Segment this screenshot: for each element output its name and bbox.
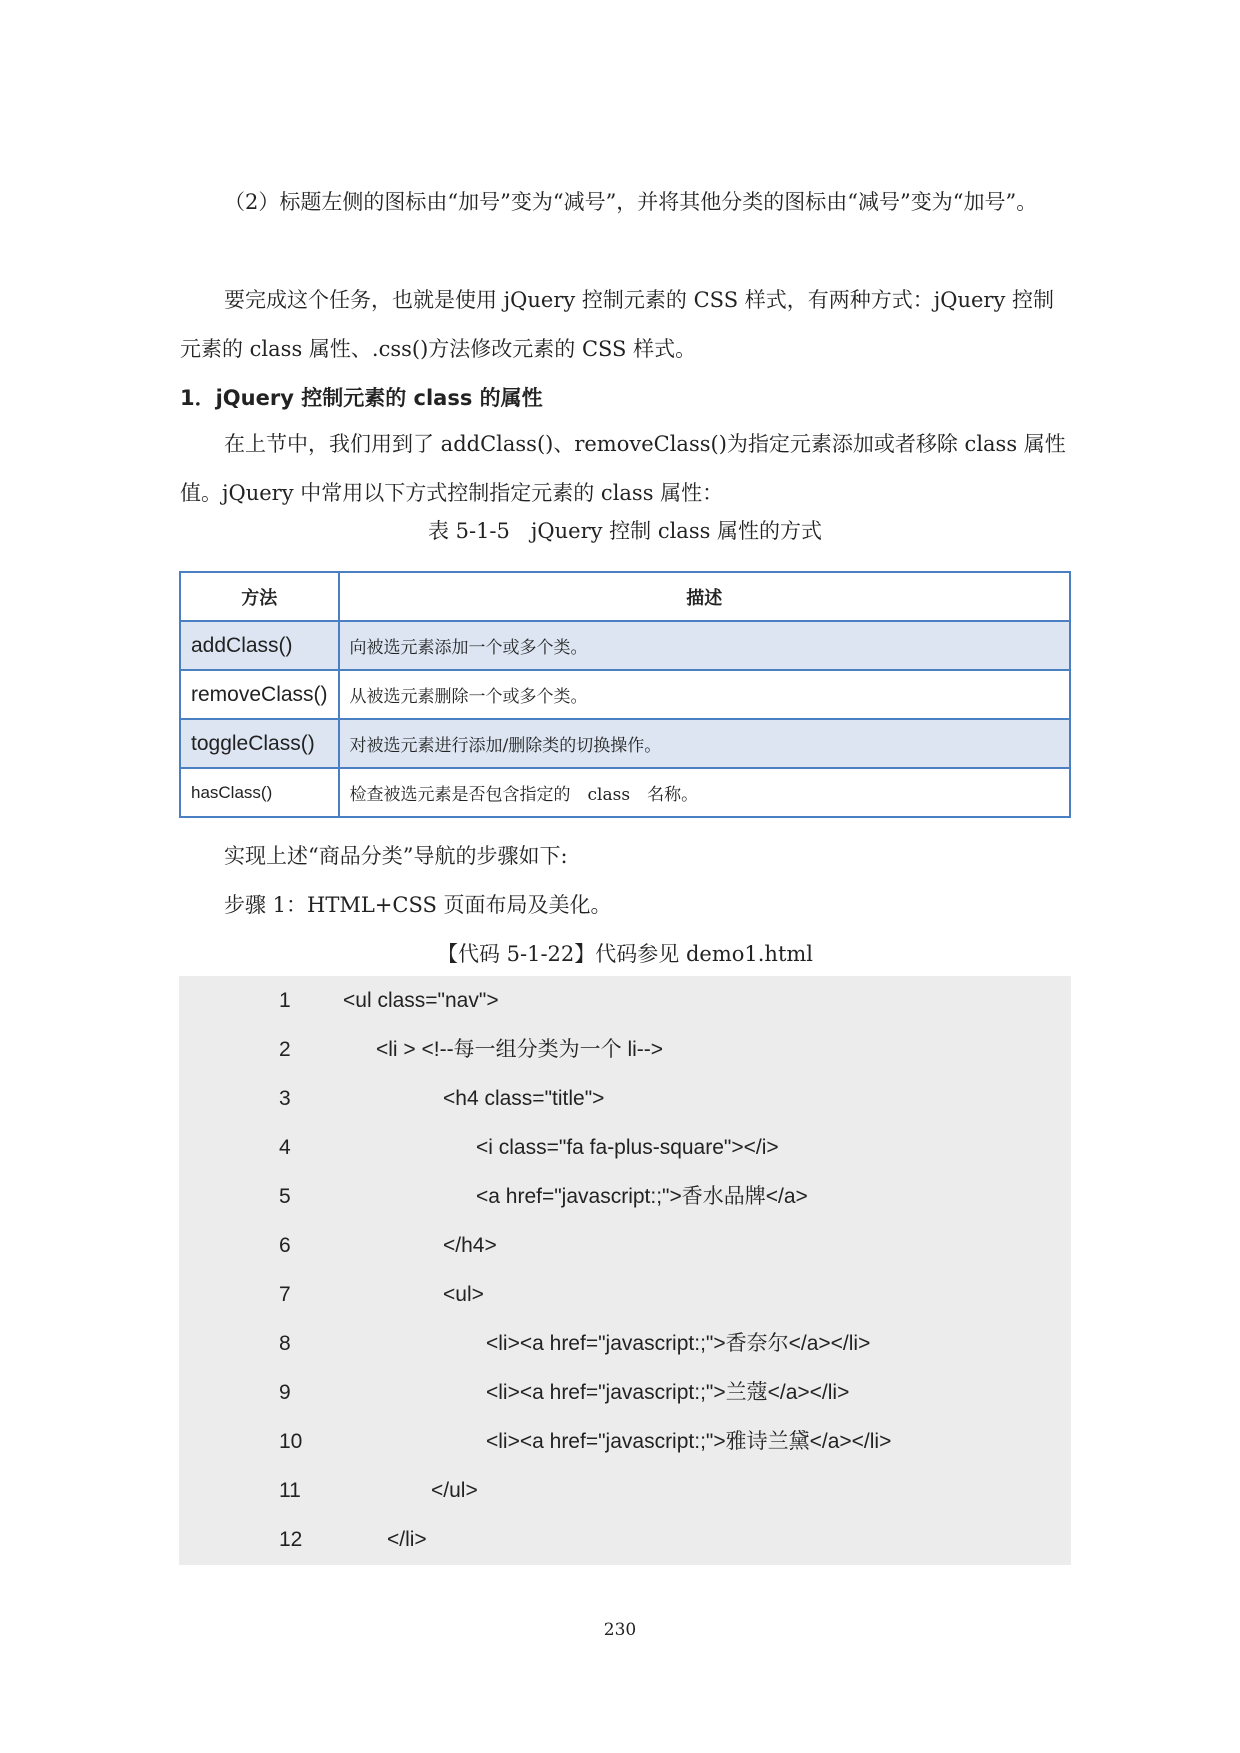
steps-intro: 实现上述“商品分类”导航的步骤如下: bbox=[224, 844, 568, 868]
method-cell: addClass() bbox=[180, 621, 339, 670]
code-line bbox=[179, 1074, 1071, 1123]
code-text: <li > <!--每一组分类为一个 li--> bbox=[376, 1038, 664, 1061]
line-number: 4 bbox=[279, 1136, 291, 1159]
code-line bbox=[179, 1270, 1071, 1319]
code-line bbox=[179, 1123, 1071, 1172]
code-text: <i class="fa fa-plus-square"></i> bbox=[476, 1136, 779, 1159]
code-line bbox=[179, 1368, 1071, 1417]
code-line bbox=[179, 1025, 1071, 1074]
paragraph-task-intro: 要完成这个任务，也就是使用 jQuery 控制元素的 CSS 样式，有两种方式：jQuery 控制元素的 class 属性、.css()方法修改元素的 CSS 样式。 bbox=[180, 288, 1055, 361]
code-text: </ul> bbox=[431, 1479, 478, 1502]
line-number: 11 bbox=[279, 1479, 301, 1502]
line-number: 9 bbox=[279, 1381, 291, 1404]
description-cell: 从被选元素删除一个或多个类。 bbox=[339, 670, 1070, 719]
line-number: 1 bbox=[279, 989, 291, 1012]
paragraph-class-methods: 在上节中，我们用到了 addClass()、removeClass()为指定元素添加或者移除 class 属性值。jQuery 中常用以下方式控制指定元素的 class 属性： bbox=[180, 432, 1066, 505]
description-cell: 检查被选元素是否包含指定的 class 名称。 bbox=[339, 768, 1070, 817]
code-caption: 【代码 5-1-22】代码参见 demo1.html bbox=[436, 942, 814, 966]
method-cell: hasClass() bbox=[180, 768, 339, 817]
table-header-row bbox=[180, 572, 1070, 621]
table-row bbox=[180, 768, 1070, 817]
page-number: 230 bbox=[603, 1620, 637, 1640]
line-number: 12 bbox=[279, 1528, 303, 1551]
header-description: 描述 bbox=[339, 572, 1070, 621]
step-1-text: 步骤 1：HTML+CSS 页面布局及美化。 bbox=[224, 893, 612, 917]
description-cell: 对被选元素进行添加/删除类的切换操作。 bbox=[339, 719, 1070, 768]
code-text: <ul> bbox=[443, 1283, 484, 1306]
line-number: 6 bbox=[279, 1234, 291, 1257]
table-row bbox=[180, 621, 1070, 670]
paragraph-icon-change: （2）标题左侧的图标由“加号”变为“减号”，并将其他分类的图标由“减号”变为“加号”。 bbox=[224, 190, 1038, 214]
table-row bbox=[180, 670, 1070, 719]
code-text: <li><a href="javascript:;">香奈尔</a></li> bbox=[486, 1332, 871, 1355]
method-cell: removeClass() bbox=[180, 670, 339, 719]
line-number: 10 bbox=[279, 1430, 303, 1453]
code-text: <li><a href="javascript:;">兰蔻</a></li> bbox=[486, 1381, 850, 1404]
code-text: <a href="javascript:;">香水品牌</a> bbox=[476, 1185, 808, 1208]
table-row bbox=[180, 719, 1070, 768]
code-line bbox=[179, 1172, 1071, 1221]
header-method: 方法 bbox=[180, 572, 339, 621]
code-line bbox=[179, 1466, 1071, 1515]
table-caption: 表 5-1-5 jQuery 控制 class 属性的方式 bbox=[427, 519, 823, 543]
code-line bbox=[179, 1319, 1071, 1368]
code-line bbox=[179, 976, 1071, 1025]
code-text: <li><a href="javascript:;">雅诗兰黛</a></li> bbox=[486, 1430, 892, 1453]
line-number: 7 bbox=[279, 1283, 291, 1306]
code-block bbox=[179, 976, 1071, 1565]
line-number: 2 bbox=[279, 1038, 291, 1061]
code-text: </li> bbox=[387, 1528, 427, 1551]
code-text: <h4 class="title"> bbox=[443, 1087, 605, 1110]
methods-table bbox=[179, 571, 1071, 818]
code-line bbox=[179, 1417, 1071, 1466]
code-line bbox=[179, 1221, 1071, 1270]
line-number: 3 bbox=[279, 1087, 291, 1110]
code-text: <ul class="nav"> bbox=[343, 989, 499, 1012]
method-cell: toggleClass() bbox=[180, 719, 339, 768]
section-heading: 1．jQuery 控制元素的 class 的属性 bbox=[180, 386, 543, 410]
line-number: 5 bbox=[279, 1185, 291, 1208]
line-number: 8 bbox=[279, 1332, 291, 1355]
code-line bbox=[179, 1515, 1071, 1564]
code-text: </h4> bbox=[443, 1234, 497, 1257]
description-cell: 向被选元素添加一个或多个类。 bbox=[339, 621, 1070, 670]
